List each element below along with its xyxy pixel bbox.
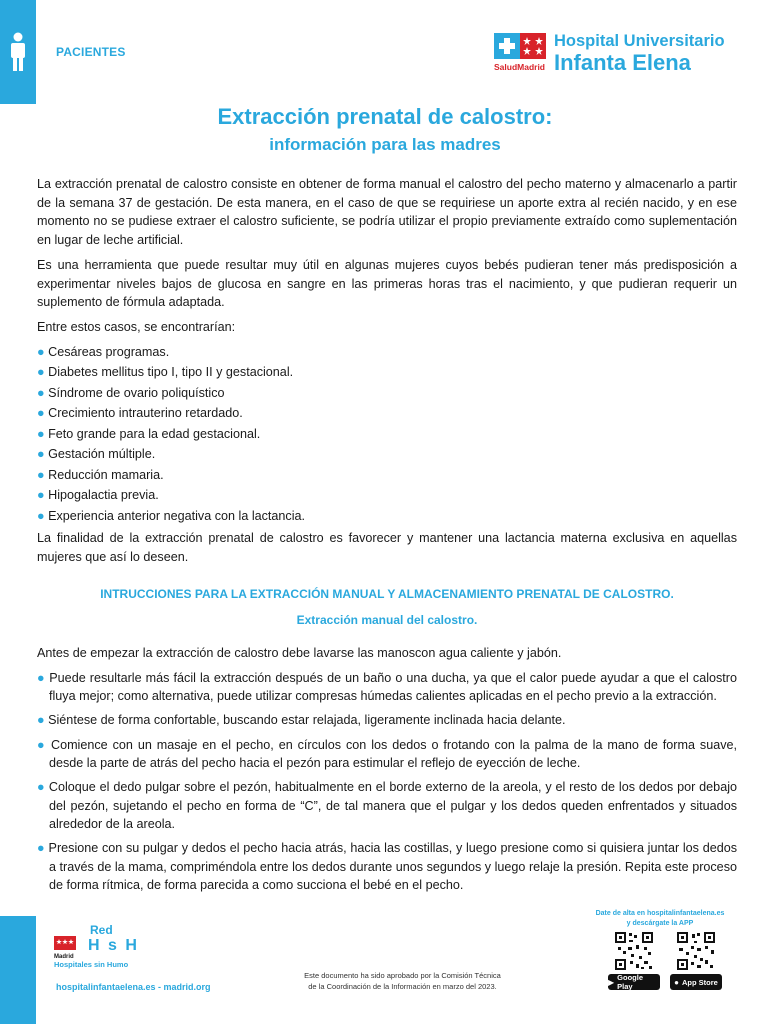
list-item: ● Diabetes mellitus tipo I, tipo II y gestacional. — [37, 365, 294, 380]
category-label: PACIENTES — [56, 45, 126, 59]
smoke-free-network-logo — [54, 922, 164, 970]
bullet-dot-icon: ● — [37, 713, 49, 728]
purpose-paragraph: La finalidad de la extracción prenatal de calostro es favorecer y mantener una lactancia materna exclusiva en aquellas mujeres que así lo deseen. — [37, 531, 737, 565]
list-item: ● Puede resultarle más fácil la extracción después de un baño o una ducha, ya que el calor puede ayudar a que el calostro fluya mejor; como alternativa, puede utilizar compresas húmedas calientes aplicadas en el pecho previo a la extracción. — [37, 670, 738, 704]
bullet-dot-icon: ● — [37, 365, 49, 380]
network-name-text: Hospitales sin Humo — [54, 960, 129, 969]
patient-person-icon — [8, 32, 28, 72]
bullet-dot-icon: ● — [37, 406, 49, 421]
instructions-subheading: Extracción manual del calostro. — [296, 613, 478, 628]
hospital-logo — [494, 32, 744, 78]
list-item: ● Experiencia anterior negativa con la lactancia. — [37, 508, 306, 523]
approval-note: Este documento ha sido aprobado por la Comisión Técnica de la Coordinación de la Información en marzo del 2023. — [304, 971, 501, 991]
page-title: Extracción prenatal de calostro: — [217, 104, 553, 129]
page-subtitle: información para las madres — [269, 135, 501, 154]
bullet-dot-icon: ● — [37, 670, 50, 685]
list-item: ● Síndrome de ovario poliquístico — [37, 385, 225, 400]
network-region-text: Madrid — [54, 954, 74, 960]
cases-list — [37, 343, 737, 526]
bullet-dot-icon: ● — [37, 447, 49, 462]
cases-intro: Entre estos casos, se encontrarían: — [37, 319, 236, 334]
list-item: ● Cesáreas programas. — [37, 344, 170, 359]
intro-paragraph: La extracción prenatal de calostro consiste en obtener de forma manual el calostro del pecho materno y almacenarlo a partir de la semana 37 de gestación. De esta manera, en el caso de que se requiriese un aporte extra al recién nacido, y en ese momento no se pudiese extraer el calostro suficiente, se podría utilizar el propio previamente extraído como suplementación en lugar de leche artificial. — [37, 177, 737, 248]
instructions-heading: INTRUCCIONES PARA LA EXTRACCIÓN MANUAL Y ALMACENAMIENTO PRENATAL DE CALOSTRO. — [100, 586, 674, 601]
list-item: ● Hipogalactia previa. — [37, 488, 159, 503]
bullet-dot-icon: ● — [37, 426, 49, 441]
list-item: ● Feto grande para la edad gestacional. — [37, 426, 261, 441]
footer-website-link[interactable]: hospitalinfantaelena.es - madrid.org — [56, 982, 211, 992]
salud-madrid-label: SaludMadrid — [494, 62, 546, 72]
intro-paragraph: Es una herramienta que puede resultar muy útil en algunas mujeres cuyos bebés pudieran tener más predisposición a experimentar niveles bajos de glucosa en sangre en las primeras horas tras el nacimiento, y que pudieran requerir un suplemento de fórmula adaptada. — [37, 257, 737, 310]
list-item: ● Siéntese de forma confortable, buscando estar relajada, ligeramente inclinada hacia delante. — [37, 713, 566, 728]
network-red-text: Red — [90, 923, 113, 937]
bullet-dot-icon: ● — [37, 385, 49, 400]
list-item: ● Presione con su pulgar y dedos el pecho hacia atrás, hacia las costillas, y luego presione como si quisiera juntar los dedos a través de la mama, compriméndola entre los dedos durante unos segundos y luego relaje la presión. Repita este proceso de forma rítmica, de forma parecida a como succiona el bebé en el pecho. — [37, 841, 738, 892]
app-store-badge[interactable]: ● App Store — [670, 974, 722, 990]
list-item: ● Coloque el dedo pulgar sobre el pezón, habitualmente en el borde externo de la areola, y el resto de los dedos por debajo del pezón, sujetando el pecho en forma de “C”, de tal manera que el pulgar y los dedos queden enfrentados y situados alrededor de la areola. — [37, 780, 737, 831]
bullet-dot-icon: ● — [37, 737, 51, 752]
bullet-dot-icon: ● — [37, 467, 49, 482]
side-accent-band-bottom — [0, 916, 36, 1024]
bullet-dot-icon: ● — [37, 841, 49, 856]
list-item: ● Crecimiento intrauterino retardado. — [37, 406, 243, 421]
apple-icon: ● — [674, 977, 679, 987]
app-download-text: Date de alta en hospitalinfantaelena.es y descárgate la APP — [595, 910, 725, 927]
steps-list — [37, 669, 737, 894]
bullet-dot-icon: ● — [37, 488, 49, 503]
list-item: ● Reducción mamaria. — [37, 467, 164, 482]
bullet-dot-icon: ● — [37, 780, 49, 795]
bullet-dot-icon: ● — [37, 344, 49, 359]
instructions-lead: Antes de empezar la extracción de calostro debe lavarse las manoscon agua caliente y jabón. — [37, 646, 562, 661]
document-body — [37, 175, 737, 900]
list-item: ● Gestación múltiple. — [37, 447, 156, 462]
hospital-name-line2: Infanta Elena — [554, 50, 691, 75]
google-play-icon: ▶ — [608, 977, 615, 987]
side-accent-band-top — [0, 0, 36, 104]
bullet-dot-icon: ● — [37, 508, 49, 523]
qr-code-google-play-icon[interactable] — [614, 931, 654, 971]
qr-code-app-store-icon[interactable] — [676, 931, 716, 971]
hospital-name-line1: Hospital Universitario — [554, 32, 725, 50]
community-flag-icon — [494, 33, 546, 59]
list-item: ● Comience con un masaje en el pecho, en círculos con los dedos o frotando con la palma de la mano de forma suave, desde la parte de atrás del pecho hacia el pezón para estimular el reflejo de eyección de leche. — [37, 737, 737, 771]
google-play-badge[interactable]: ▶ Google Play — [608, 974, 660, 990]
network-hsh-text: H s H — [88, 937, 139, 954]
